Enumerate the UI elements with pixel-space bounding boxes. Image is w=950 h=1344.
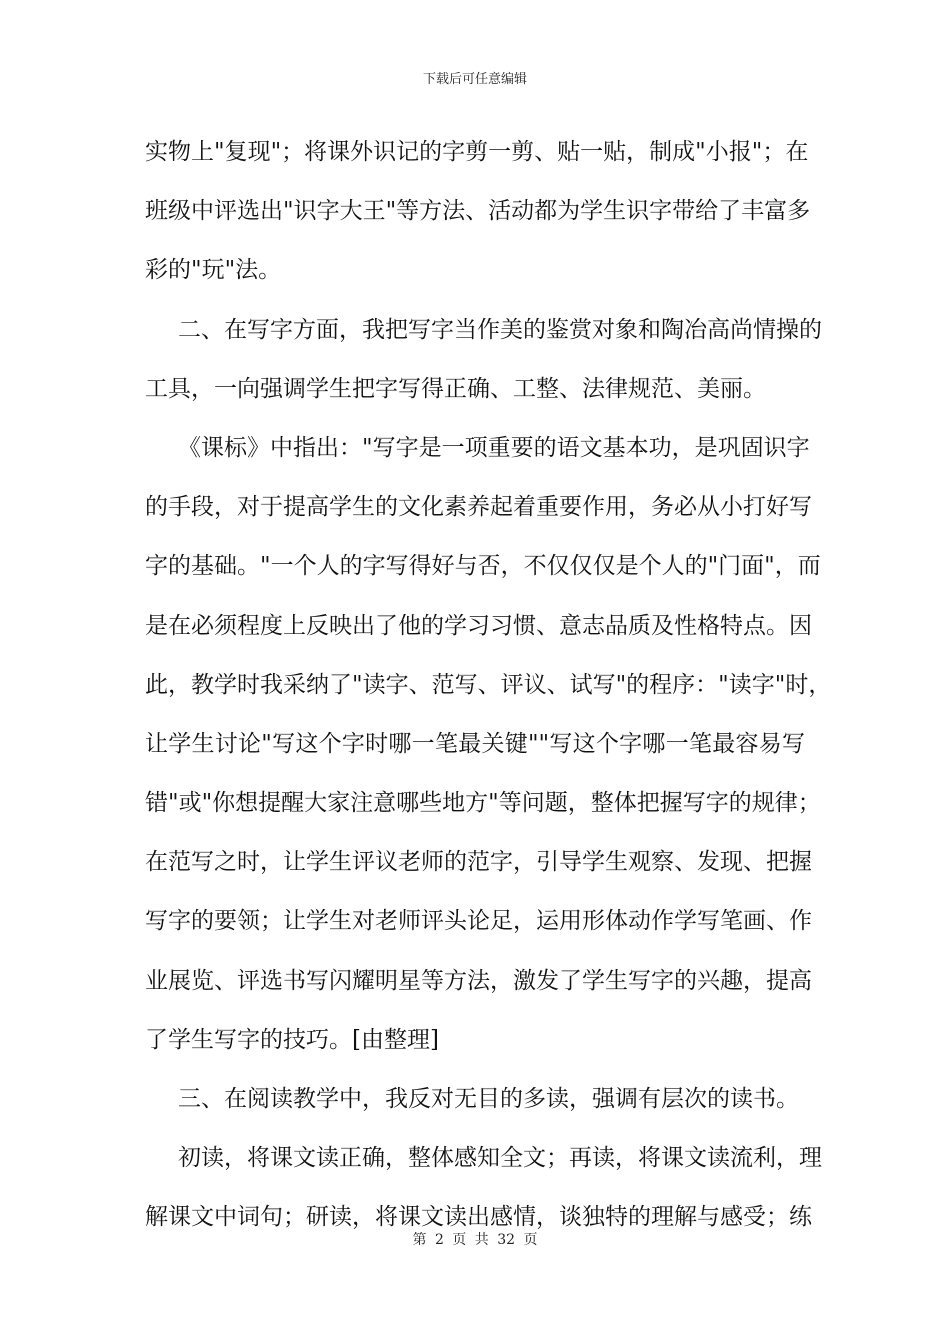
page-footer: 第 2 页 共 32 页 [412,1232,538,1248]
text-line: 业展览、评选书写闪耀明星等方法，激发了学生写字的兴趣，提高 [145,967,812,994]
text-line: 解课文中词句；研读，将课文读出感情，谈独特的理解与感受；练 [145,1204,812,1231]
text-line: 彩的"玩"法。 [145,257,282,284]
document-body [145,128,832,1253]
text-line: 了学生写字的技巧。[由整理] [145,1026,439,1053]
text-line: 实物上"复现"；将课外识记的字剪一剪、贴一贴，制成"小报"；在 [145,139,809,165]
text-line: 初读，将课文读正确，整体感知全文；再读，将课文读流利，理 [178,1145,822,1172]
text-line: 让学生讨论"写这个字时哪一笔最关键""写这个字哪一笔最容易写 [145,730,805,757]
text-line: 二、在写字方面，我把写字当作美的鉴赏对象和陶冶高尚情操的 [178,316,822,343]
text-line: 工具，一向强调学生把字写得正确、工整、法律规范、美丽。 [145,375,766,402]
text-line: 错"或"你想提醒大家注意哪些地方"等问题，整体把握写字的规律； [145,790,821,817]
text-line: 写字的要领；让学生对老师评头论足，运用形体动作学写笔画、作 [145,908,812,935]
text-line: 三、在阅读教学中，我反对无目的多读，强调有层次的读书。 [178,1086,799,1112]
page-header: 下载后可任意编辑 [422,72,527,87]
text-line: 是在必须程度上反映出了他的学习习惯、意志品质及性格特点。因 [145,612,812,639]
text-line: 班级中评选出"识字大王"等方法、活动都为学生识字带给了丰富多 [145,198,811,225]
text-line: 字的基础。"一个人的字写得好与否，不仅仅仅是个人的"门面"，而 [145,553,821,580]
text-line: 的手段，对于提高学生的文化素养起着重要作用，务必从小打好写 [145,494,812,521]
text-line: 《课标》中指出："写字是一项重要的语文基本功，是巩固识字 [178,434,810,461]
text-line: 此，教学时我采纳了"读字、范写、评议、试写"的程序："读字"时， [145,671,832,698]
text-line: 在范写之时，让学生评议老师的范字，引导学生观察、发现、把握 [145,849,812,876]
